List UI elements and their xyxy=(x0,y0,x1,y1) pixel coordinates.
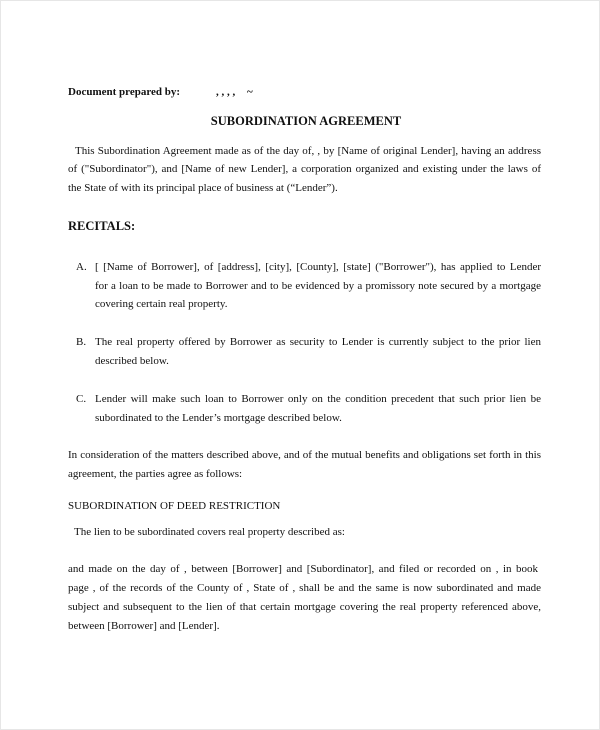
recital-line: Lender will make such loan to Borrower only on the condition precedent that such prior lien be xyxy=(95,393,541,405)
recital-line: [ [Name of Borrower], of [address], [city], [County], [state] ("Borrower"), has applied to Lender xyxy=(95,261,541,273)
recital-marker: C. xyxy=(76,393,87,405)
made-on-line: between [Borrower] and [Lender]. xyxy=(68,620,220,632)
made-on-line: subject and subsequent to the lien of that certain mortgage covering the real property referenced above, xyxy=(68,601,541,613)
recital-marker: A. xyxy=(76,261,87,273)
intro-line: the State of with its principal place of business at (“Lender”). xyxy=(68,182,338,194)
recitals-heading: RECITALS: xyxy=(68,219,136,233)
consideration-line: In consideration of the matters described above, and of the mutual benefits and obligations set forth in this xyxy=(68,449,541,461)
recital-line: The real property offered by Borrower as security to Lender is currently subject to the prior lien xyxy=(95,336,541,348)
intro-line: This Subordination Agreement made as of the day of, , by [Name of original Lender], having an address xyxy=(75,145,541,157)
intro-line: of ("Subordinator"), and [Name of new Lender], a corporation organized and existing under the laws of xyxy=(68,163,541,175)
recital-marker: B. xyxy=(76,336,87,348)
recital-line: covering certain real property. xyxy=(95,298,228,310)
section-heading: SUBORDINATION OF DEED RESTRICTION xyxy=(68,500,281,512)
prepared-by-label: Document prepared by: xyxy=(68,86,181,98)
recital-line: subordinated to the Lender’s mortgage described below. xyxy=(95,412,342,424)
lien-line: The lien to be subordinated covers real property described as: xyxy=(74,526,345,538)
made-on-line: page , of the records of the County of , State of , shall be and the same is now subordinated and made xyxy=(68,582,541,594)
consideration-line: agreement, the parties agree as follows: xyxy=(68,468,243,480)
prepared-by-tilde: ~ xyxy=(247,86,253,98)
recital-line: for a loan to be made to Borrower and to be evidenced by a promissory note secured by a mortgage xyxy=(95,280,541,292)
document-title: SUBORDINATION AGREEMENT xyxy=(210,114,402,128)
made-on-line: and made on the day of , between [Borrower] and [Subordinator], and filed or recorded on , in book xyxy=(68,563,538,575)
recital-line: described below. xyxy=(95,355,169,367)
prepared-by-value: , , , , xyxy=(216,86,236,98)
